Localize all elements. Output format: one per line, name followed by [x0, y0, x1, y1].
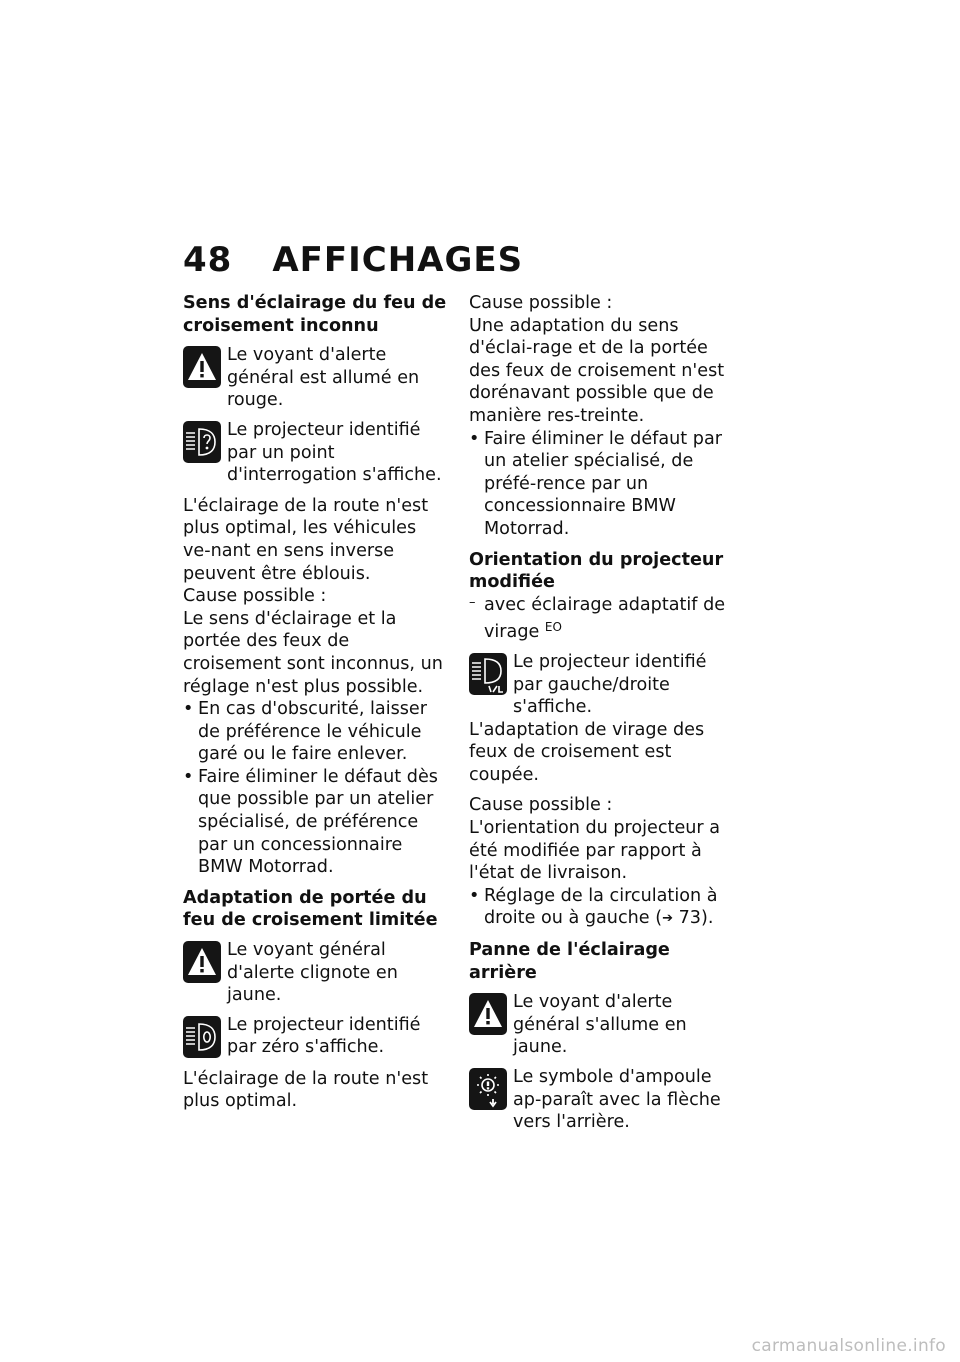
- list-item-suffix: ).: [700, 908, 714, 929]
- left-column: [183, 292, 449, 1113]
- list-item: [469, 885, 735, 931]
- headlight-left-right-icon: [469, 653, 507, 697]
- section-heading-orientation-modified: Orientation du projecteur modifiée: [469, 549, 724, 593]
- list-item-text: Réglage de la circulation à droite ou à gauche (: [484, 885, 718, 929]
- paragraph: L'éclairage de la route n'est plus optimal.: [183, 1068, 429, 1112]
- paragraph: L'adaptation de virage des feux de croisement est coupée.: [469, 719, 705, 785]
- indicator-row: [183, 939, 449, 1007]
- cause-label: Cause possible :: [469, 293, 613, 313]
- indicator-row: [469, 1066, 735, 1134]
- indicator-row: [469, 991, 735, 1059]
- warning-triangle-icon: [183, 941, 221, 985]
- bulb-rear-arrow-icon: [469, 1068, 507, 1112]
- indicator-row: [183, 344, 449, 412]
- indicator-text: Le voyant d'alerte général est allumé en rouge.: [227, 345, 420, 411]
- equipment-code: EO: [544, 620, 562, 635]
- page-header: [183, 240, 523, 280]
- indicator-text: Le voyant général d'alerte clignote en jaune.: [227, 940, 398, 1006]
- cause-text: Le sens d'éclairage et la portée des feux de croisement sont inconnus, un réglage n'est plus possible.: [183, 608, 443, 697]
- indicator-text: Le projecteur identifié par gauche/droite s'affiche.: [513, 651, 707, 718]
- section-heading-direction-unknown: Sens d'éclairage du feu de croisement inconnu: [183, 293, 447, 336]
- indicator-text: Le voyant d'alerte général s'allume en jaune.: [513, 992, 687, 1058]
- equipment-text: avec éclairage adaptatif de virage: [484, 594, 726, 643]
- section-heading-range-limited: Adaptation de portée du feu de croisement limitée: [183, 887, 438, 931]
- section-heading-rear-light-failure: Panne de l'éclairage arrière: [469, 940, 670, 983]
- page-reference[interactable]: 73: [678, 908, 701, 929]
- cause-text: L'orientation du projecteur a été modifiée par rapport à l'état de livraison.: [469, 818, 721, 884]
- cause-text: Une adaptation du sens d'éclai-rage et de la portée des feux de croisement n'est dorénavant possible que de manière res-treinte.: [469, 315, 725, 426]
- headlight-zero-icon: [183, 1016, 221, 1060]
- right-column: [469, 292, 735, 1134]
- cause-label: Cause possible :: [183, 586, 327, 607]
- warning-triangle-icon: [469, 993, 507, 1037]
- list-item: • Faire éliminer le défaut dès que possible par un atelier spécialisé, de préférence par un concessionnaire BMW Motorrad.: [183, 766, 449, 879]
- page-number: 48: [183, 240, 233, 280]
- paragraph: L'éclairage de la route n'est plus optimal, les véhicules ve-nant en sens inverse peuvent être éblouis.: [183, 495, 429, 584]
- equipment-condition: [469, 594, 735, 644]
- indicator-row: [183, 419, 449, 487]
- list-item: • En cas d'obscurité, laisser de préférence le véhicule garé ou le faire enlever.: [183, 698, 449, 766]
- list-item: • Faire éliminer le défaut par un atelier spécialisé, de préfé-rence par un concessionnaire BMW Motorrad.: [469, 428, 735, 541]
- warning-triangle-icon: [183, 346, 221, 390]
- indicator-text: Le symbole d'ampoule ap-paraît avec la flèche vers l'arrière.: [513, 1067, 721, 1133]
- headlight-question-icon: [183, 421, 221, 465]
- indicator-text: Le projecteur identifié par zéro s'affiche.: [227, 1014, 421, 1058]
- page-reference-arrow-icon: ➔: [662, 911, 673, 927]
- page-title: AFFICHAGES: [272, 240, 524, 280]
- indicator-row: [183, 1014, 449, 1060]
- indicator-text: Le projecteur identifié par un point d'interrogation s'affiche.: [227, 419, 442, 486]
- indicator-row: [469, 651, 735, 719]
- watermark: carmanualsonline.info: [751, 1336, 946, 1356]
- cause-label: Cause possible :: [469, 795, 613, 816]
